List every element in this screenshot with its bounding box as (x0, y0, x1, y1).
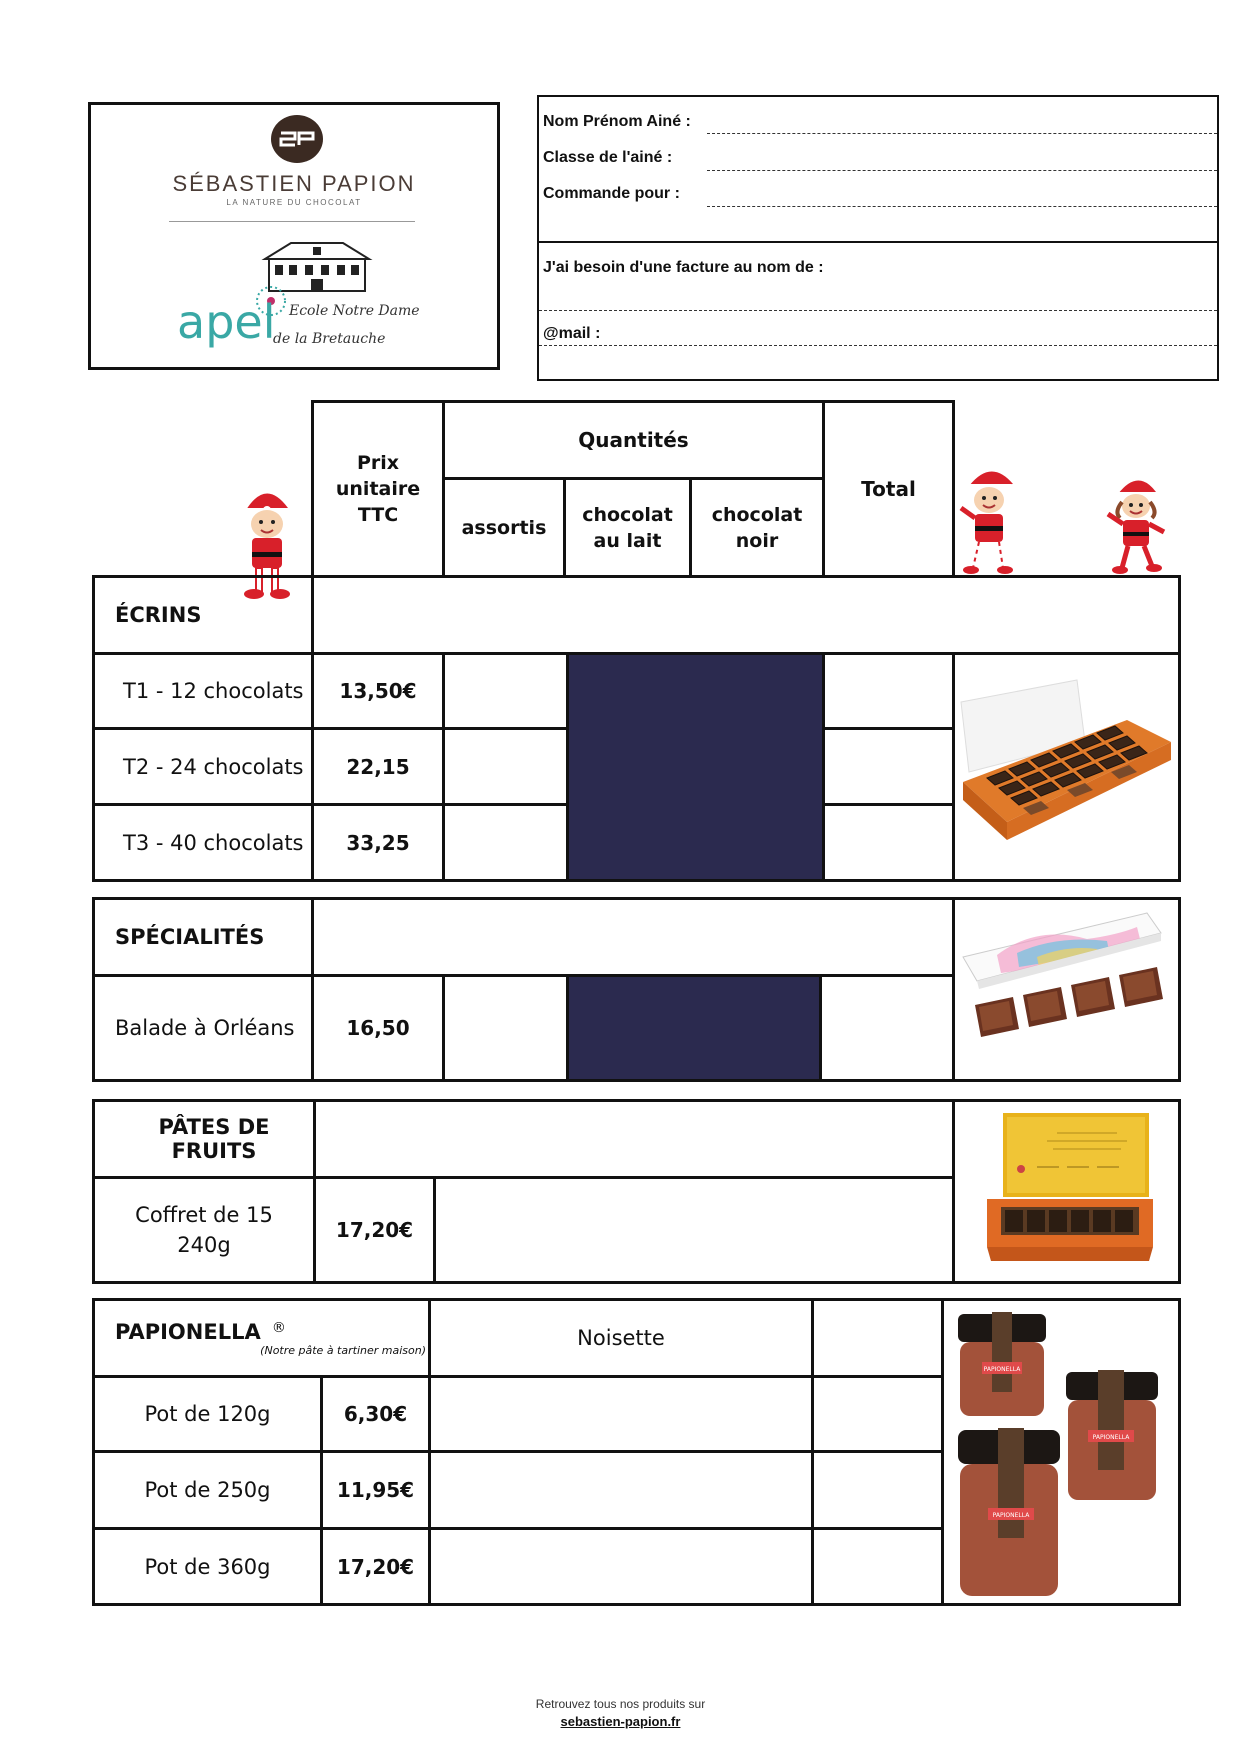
papionella-jars-image (948, 1302, 1174, 1602)
specialites-title (92, 897, 314, 977)
ecrins-row-t2-label (92, 727, 314, 806)
papionella-row-360-price (320, 1527, 431, 1606)
chocolate-box-image (957, 672, 1177, 862)
ecrins-title-text: ÉCRINS (115, 603, 202, 627)
brand-tagline: LA NATURE DU CHOCOLAT (226, 198, 362, 207)
papionella-row-120-total[interactable] (811, 1375, 944, 1453)
jar-medium-icon (1066, 1370, 1158, 1500)
specialites-image-cell (952, 897, 1181, 1082)
ecrins-row-t1-price (311, 652, 445, 730)
header-milk (563, 477, 692, 578)
header-price-text: Prix unitaire TTC (335, 452, 421, 526)
papionella-title-text: PAPIONELLA (115, 1319, 261, 1344)
papionella-row-120-price-text: 6,30€ (343, 1402, 408, 1426)
specialites-row-balade-price-text: 16,50 (346, 1016, 410, 1040)
header-price (311, 400, 445, 578)
specialites-row-balade-price (311, 974, 445, 1082)
papionella-row-250-quantity-input[interactable] (428, 1450, 814, 1530)
header-assortis-text: assortis (461, 516, 547, 539)
papionella-title-cell (92, 1298, 431, 1378)
ecrins-image-cell (952, 652, 1181, 882)
elf-dancing-icon (1100, 472, 1170, 578)
invoice-field[interactable] (539, 310, 1217, 311)
papionella-flavor-header-text: Noisette (577, 1326, 665, 1350)
header-assortis (442, 477, 566, 578)
papionella-total-header (811, 1298, 944, 1378)
papionella-row-250-price (320, 1450, 431, 1530)
papionella-row-360-label (92, 1527, 323, 1606)
pates-image-cell (952, 1099, 1181, 1284)
ecrins-unavailable-block (566, 652, 825, 882)
papionella-row-120-label (92, 1375, 323, 1453)
header-milk-text: chocolat au lait (582, 503, 673, 552)
specialites-title-text: SPÉCIALITÉS (115, 925, 265, 949)
ecrins-row-t1-assortis-input[interactable] (442, 652, 569, 730)
school-name-line2: de la Bretauche (273, 331, 386, 347)
pates-row-coffret-price-text: 17,20€ (335, 1218, 414, 1242)
header-dark (689, 477, 825, 578)
school-name-line1: Ecole Notre Dame (289, 303, 420, 319)
sebastien-papion-logo-icon (269, 113, 325, 165)
papionella-flavor-header (428, 1298, 814, 1378)
pates-title-text: PÂTES DE FRUITS (158, 1115, 270, 1163)
header-total (822, 400, 955, 578)
ecrins-row-t1-price-text: 13,50€ (339, 679, 417, 703)
order-for-field[interactable] (707, 206, 1217, 207)
order-info-box (537, 95, 1219, 381)
header-dark-text: chocolat noir (711, 503, 803, 552)
pates-title (92, 1099, 316, 1179)
header-quantities-text: Quantités (578, 428, 689, 452)
name-field[interactable] (707, 133, 1217, 134)
logo-divider (169, 221, 415, 222)
mail-field[interactable] (539, 345, 1217, 346)
invoice-label: J'ai besoin d'une facture au nom de : (543, 259, 824, 276)
pates-title-spacer (313, 1099, 955, 1179)
ecrins-row-t2-price-text: 22,15 (346, 754, 410, 779)
ecrins-row-t2-price (311, 727, 445, 806)
papionella-row-120-label-text: Pot de 120g (144, 1402, 271, 1426)
pates-row-coffret-price (313, 1176, 436, 1284)
papionella-row-250-label (92, 1450, 323, 1530)
ecrins-row-t3-label-text: T3 - 40 chocolats (123, 830, 304, 855)
apel-text: apel (177, 295, 276, 349)
jar-large-label: PAPIONELLA (992, 1512, 1030, 1519)
registered-mark: ® (271, 1320, 286, 1337)
papionella-image-cell (941, 1298, 1181, 1606)
specialites-row-balade-label-text: Balade à Orléans (115, 1016, 295, 1040)
papionella-row-360-total[interactable] (811, 1527, 944, 1606)
ecrins-title-spacer (311, 575, 1181, 655)
ecrins-row-t3-label (92, 803, 314, 882)
papionella-row-120-quantity-input[interactable] (428, 1375, 814, 1453)
ecrins-row-t1-total[interactable] (822, 652, 955, 730)
ecrins-row-t1-label (92, 652, 314, 730)
class-field[interactable] (707, 170, 1217, 171)
papionella-row-250-label-text: Pot de 250g (144, 1478, 271, 1502)
ecrins-row-t1-label-text: T1 - 12 chocolats (123, 679, 304, 703)
pates-row-coffret-quantity-input[interactable] (433, 1176, 955, 1284)
footer-link[interactable]: sebastien-papion.fr (560, 1714, 681, 1729)
brand-name: SÉBASTIEN PAPION (172, 171, 416, 196)
elf-jumping-icon (955, 462, 1017, 580)
jar-large-icon (958, 1428, 1060, 1596)
ecrins-title (92, 575, 314, 655)
papionella-row-120-price (320, 1375, 431, 1453)
specialites-row-balade-label (92, 974, 314, 1082)
specialites-unavailable-block (566, 974, 822, 1082)
ecrins-row-t3-price-text: 33,25 (346, 830, 410, 855)
specialites-title-spacer (311, 897, 955, 977)
papionella-row-360-label-text: Pot de 360g (144, 1554, 271, 1579)
name-label: Nom Prénom Ainé : (543, 113, 691, 130)
jar-small-label: PAPIONELLA (983, 1366, 1021, 1373)
ecrins-row-t2-assortis-input[interactable] (442, 727, 569, 806)
footer-text: Retrouvez tous nos produits sur (535, 1697, 706, 1711)
papionella-row-360-price-text: 17,20€ (336, 1554, 415, 1579)
ecrins-row-t2-label-text: T2 - 24 chocolats (123, 754, 304, 779)
papionella-row-360-quantity-input[interactable] (428, 1527, 814, 1606)
specialites-row-balade-assortis-input[interactable] (442, 974, 569, 1082)
papionella-subtitle: (Notre pâte à tartiner maison) (260, 1343, 426, 1357)
jar-small-icon (958, 1312, 1046, 1416)
papionella-row-250-price-text: 11,95€ (336, 1478, 415, 1502)
ecrins-row-t3-total[interactable] (822, 803, 955, 882)
fruit-paste-box-image (967, 1107, 1167, 1277)
specialites-row-balade-total[interactable] (819, 974, 955, 1082)
papionella-row-250-total[interactable] (811, 1450, 944, 1530)
pates-row-coffret-label (92, 1176, 316, 1284)
logo-box (88, 102, 500, 370)
form-divider (539, 241, 1217, 243)
balade-orleans-image (957, 905, 1177, 1075)
mail-label: @mail : (543, 325, 601, 342)
pates-row-coffret-label-text: Coffret de 15 240g (135, 1203, 273, 1257)
header-total-text: Total (861, 477, 916, 501)
ecrins-row-t3-price (311, 803, 445, 882)
ecrins-row-t3-assortis-input[interactable] (442, 803, 569, 882)
ecrins-row-t2-total[interactable] (822, 727, 955, 806)
papionella-title-line (115, 1320, 286, 1344)
header-quantities (442, 400, 825, 480)
order-for-label: Commande pour : (543, 185, 680, 202)
class-label: Classe de l'ainé : (543, 149, 673, 166)
jar-medium-label: PAPIONELLA (1092, 1434, 1130, 1441)
